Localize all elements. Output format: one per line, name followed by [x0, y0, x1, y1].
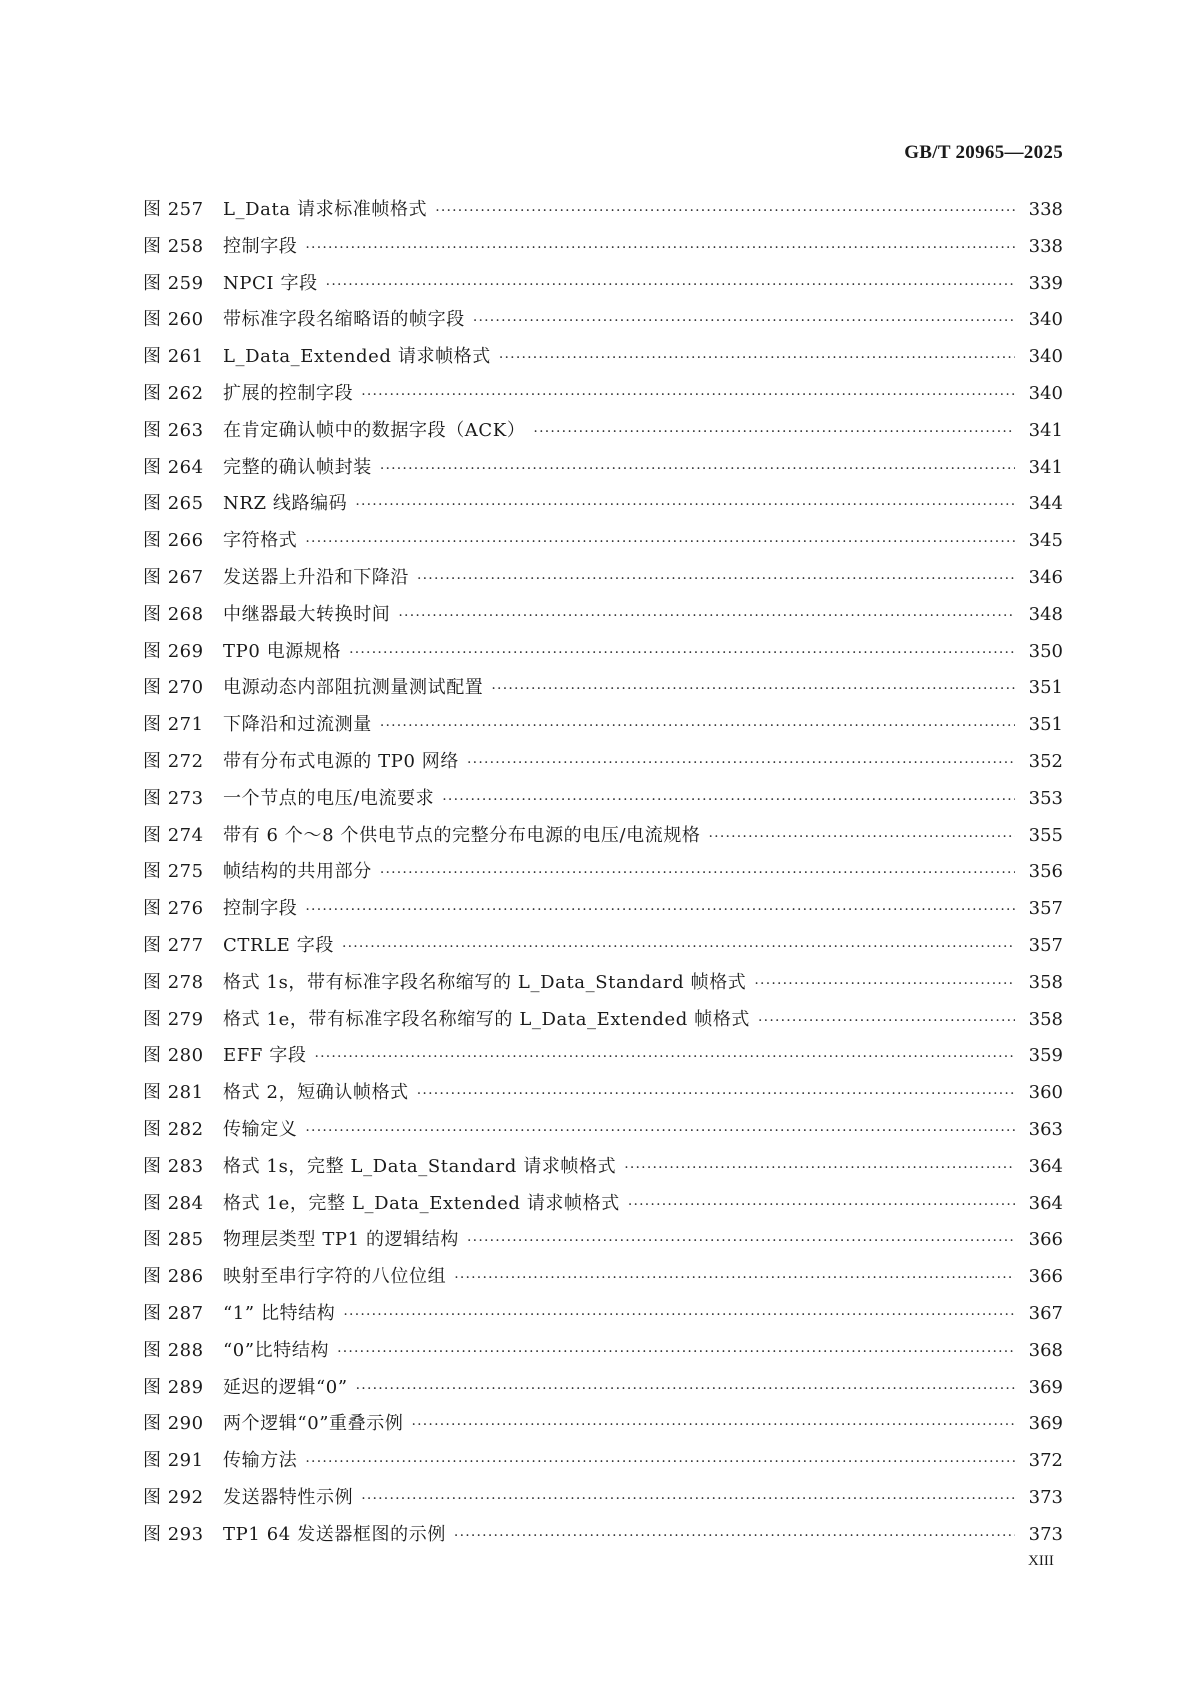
dot-leader [467, 1223, 1015, 1260]
figure-title: 带有分布式电源的 TP0 网络 [223, 750, 460, 772]
figure-number: 图 276 [143, 898, 204, 920]
dot-leader [442, 782, 1015, 819]
dot-leader [533, 414, 1015, 451]
dot-leader [305, 1444, 1015, 1481]
figure-title: TP1 64 发送器框图的示例 [223, 1523, 446, 1545]
toc-entry[interactable] [143, 1406, 1063, 1443]
figure-number: 图 265 [143, 493, 204, 515]
figure-title: 控制字段 [223, 898, 298, 920]
dot-leader [417, 1076, 1015, 1113]
page-reference: 372 [1028, 1450, 1063, 1472]
figure-title: “1” 比特结构 [223, 1302, 336, 1324]
figure-title: 带有 6 个～8 个供电节点的完整分布电源的电压/电流规格 [223, 824, 701, 846]
toc-entry[interactable] [143, 560, 1063, 597]
dot-leader [305, 230, 1015, 267]
page-reference: 345 [1028, 530, 1063, 552]
figure-title: 格式 2，短确认帧格式 [223, 1082, 409, 1104]
toc-entry[interactable] [143, 1112, 1063, 1149]
toc-entry[interactable] [143, 707, 1063, 744]
figure-number: 图 271 [143, 714, 204, 736]
page-reference: 341 [1028, 419, 1063, 441]
figure-number: 图 268 [143, 603, 204, 625]
page-reference: 351 [1028, 714, 1063, 736]
toc-entry[interactable] [143, 523, 1063, 560]
toc-entry[interactable] [143, 1517, 1063, 1554]
figure-title: 两个逻辑“0”重叠示例 [223, 1413, 404, 1435]
figure-title: TP0 电源规格 [223, 640, 342, 662]
dot-leader [349, 635, 1015, 672]
figure-title: L_Data_Extended 请求帧格式 [223, 346, 491, 368]
page-reference: 357 [1028, 898, 1063, 920]
page-reference: 360 [1028, 1082, 1063, 1104]
figure-number: 图 260 [143, 309, 204, 331]
figure-title: 扩展的控制字段 [223, 382, 354, 404]
toc-entry[interactable] [143, 1296, 1063, 1333]
dot-leader [754, 966, 1015, 1003]
toc-entry[interactable] [143, 450, 1063, 487]
toc-entry[interactable] [143, 597, 1063, 634]
toc-entry[interactable] [143, 781, 1063, 818]
figure-number: 图 267 [143, 566, 204, 588]
figure-number: 图 262 [143, 382, 204, 404]
figure-title: 带标准字段名缩略语的帧字段 [223, 309, 465, 331]
figure-title: 映射至串行字符的八位位组 [223, 1266, 447, 1288]
page-reference: 351 [1028, 677, 1063, 699]
dot-leader [398, 598, 1015, 635]
figure-title: 下降沿和过流测量 [223, 714, 372, 736]
figure-number: 图 285 [143, 1229, 204, 1251]
dot-leader [314, 1039, 1015, 1076]
page-reference: 369 [1028, 1413, 1063, 1435]
figure-number: 图 259 [143, 272, 204, 294]
figure-number: 图 264 [143, 456, 204, 478]
figure-number: 图 293 [143, 1523, 204, 1545]
page-reference: 367 [1028, 1302, 1063, 1324]
dot-leader [411, 1407, 1015, 1444]
toc-entry[interactable] [143, 229, 1063, 266]
figure-number: 图 290 [143, 1413, 204, 1435]
figure-number: 图 258 [143, 235, 204, 257]
page-reference: 341 [1028, 456, 1063, 478]
dot-leader [417, 561, 1015, 598]
page-reference: 357 [1028, 934, 1063, 956]
toc-entry[interactable] [143, 1038, 1063, 1075]
toc-entry[interactable] [143, 1259, 1063, 1296]
figure-number: 图 286 [143, 1266, 204, 1288]
page-number: XIII [1028, 1553, 1054, 1569]
figure-number: 图 275 [143, 861, 204, 883]
figure-title: 在肯定确认帧中的数据字段（ACK） [223, 419, 526, 441]
figure-number: 图 282 [143, 1118, 204, 1140]
figure-title: L_Data 请求标准帧格式 [223, 199, 428, 220]
figure-title: NRZ 线路编码 [223, 493, 348, 515]
dot-leader [361, 1481, 1015, 1518]
figure-number: 图 291 [143, 1450, 204, 1472]
figure-number: 图 281 [143, 1082, 204, 1104]
figure-number: 图 279 [143, 1008, 204, 1030]
figure-title: 帧结构的共用部分 [223, 861, 372, 883]
toc-entry[interactable] [143, 266, 1063, 303]
dot-leader [380, 708, 1015, 745]
toc-entry[interactable] [143, 339, 1063, 376]
figure-title: 格式 1s，完整 L_Data_Standard 请求帧格式 [223, 1155, 617, 1177]
dot-leader [624, 1150, 1015, 1187]
page-reference: 366 [1028, 1266, 1063, 1288]
toc-entry[interactable] [143, 891, 1063, 928]
page-reference: 358 [1028, 1008, 1063, 1030]
dot-leader [305, 524, 1015, 561]
figure-number: 图 266 [143, 530, 204, 552]
figure-title: 字符格式 [223, 530, 298, 552]
figure-title: CTRLE 字段 [223, 934, 334, 956]
dot-leader [305, 892, 1015, 929]
toc-entry[interactable] [143, 670, 1063, 707]
figure-title: NPCI 字段 [223, 272, 318, 294]
figure-title: 物理层类型 TP1 的逻辑结构 [223, 1229, 460, 1251]
toc-entry[interactable] [143, 1443, 1063, 1480]
dot-leader [499, 340, 1015, 377]
page-reference: 366 [1028, 1229, 1063, 1251]
page-reference: 346 [1028, 566, 1063, 588]
toc-entry[interactable] [143, 1222, 1063, 1259]
page-reference: 340 [1028, 309, 1063, 331]
page-reference: 350 [1028, 640, 1063, 662]
page-reference: 356 [1028, 861, 1063, 883]
figure-number: 图 292 [143, 1486, 204, 1508]
toc-entry[interactable] [143, 634, 1063, 671]
standard-code: GB/T 20965—2025 [904, 142, 1063, 163]
figure-title: 发送器上升沿和下降沿 [223, 566, 409, 588]
page-reference: 344 [1028, 493, 1063, 515]
figure-number: 图 287 [143, 1302, 204, 1324]
figure-number: 图 280 [143, 1045, 204, 1067]
dot-leader [473, 303, 1015, 340]
figure-number: 图 269 [143, 640, 204, 662]
figure-number: 图 288 [143, 1339, 204, 1361]
page-reference: 364 [1028, 1155, 1063, 1177]
figure-title: EFF 字段 [223, 1045, 307, 1067]
dot-leader [628, 1187, 1015, 1224]
dot-leader [454, 1260, 1015, 1297]
page-reference: 338 [1028, 235, 1063, 257]
dot-leader [380, 451, 1015, 488]
dot-leader [709, 819, 1015, 856]
toc-entry[interactable] [143, 1480, 1063, 1517]
toc-entry[interactable] [143, 1186, 1063, 1223]
page-reference: 355 [1028, 824, 1063, 846]
figure-title: 发送器特性示例 [223, 1486, 354, 1508]
figure-title: 传输定义 [223, 1118, 298, 1140]
toc-entry[interactable] [143, 1002, 1063, 1039]
figure-number: 图 272 [143, 750, 204, 772]
figure-title: 格式 1s，带有标准字段名称缩写的 L_Data_Standard 帧格式 [223, 971, 747, 993]
toc-entry[interactable] [143, 854, 1063, 891]
toc-entry[interactable] [143, 413, 1063, 450]
dot-leader [355, 487, 1015, 524]
page-reference: 358 [1028, 971, 1063, 993]
figure-number: 图 263 [143, 419, 204, 441]
figure-title: 延迟的逻辑“0” [223, 1376, 348, 1398]
toc-entry[interactable] [143, 192, 1063, 229]
figure-number: 图 270 [143, 677, 204, 699]
figure-title: 中继器最大转换时间 [223, 603, 391, 625]
toc-entry[interactable] [143, 1333, 1063, 1370]
figure-title: “0”比特结构 [223, 1339, 330, 1361]
page-reference: 353 [1028, 787, 1063, 809]
toc-entry[interactable] [143, 486, 1063, 523]
figure-title: 一个节点的电压/电流要求 [223, 787, 435, 809]
dot-leader [343, 1297, 1015, 1334]
page-reference: 373 [1028, 1523, 1063, 1545]
figure-title: 格式 1e，带有标准字段名称缩写的 L_Data_Extended 帧格式 [223, 1008, 751, 1030]
page-reference: 359 [1028, 1045, 1063, 1067]
dot-leader [758, 1003, 1015, 1040]
figure-number: 图 273 [143, 787, 204, 809]
page-reference: 363 [1028, 1118, 1063, 1140]
dot-leader [361, 377, 1015, 414]
toc-entry[interactable] [143, 744, 1063, 781]
toc-entry[interactable] [143, 1370, 1063, 1407]
figure-title: 完整的确认帧封装 [223, 456, 372, 478]
page-reference: 368 [1028, 1339, 1063, 1361]
figure-number: 图 261 [143, 346, 204, 368]
figure-list [143, 192, 1063, 1553]
figure-number: 图 289 [143, 1376, 204, 1398]
toc-entry[interactable] [143, 928, 1063, 965]
page-reference: 369 [1028, 1376, 1063, 1398]
dot-leader [467, 745, 1015, 782]
page-reference: 373 [1028, 1486, 1063, 1508]
page-reference: 340 [1028, 346, 1063, 368]
page-reference: 364 [1028, 1192, 1063, 1214]
toc-entry[interactable] [143, 818, 1063, 855]
figure-number: 图 274 [143, 824, 204, 846]
page-reference: 340 [1028, 382, 1063, 404]
figure-number: 图 257 [143, 199, 204, 220]
dot-leader [356, 1371, 1015, 1408]
page-reference: 352 [1028, 750, 1063, 772]
figure-title: 传输方法 [223, 1450, 298, 1472]
dot-leader [491, 671, 1015, 708]
dot-leader [380, 855, 1015, 892]
page-reference: 348 [1028, 603, 1063, 625]
page-reference: 338 [1028, 199, 1063, 220]
dot-leader [435, 193, 1015, 230]
figure-number: 图 277 [143, 934, 204, 956]
toc-entry[interactable] [143, 1075, 1063, 1112]
toc-entry[interactable] [143, 376, 1063, 413]
dot-leader [454, 1518, 1015, 1555]
toc-entry[interactable] [143, 1149, 1063, 1186]
dot-leader [342, 929, 1015, 966]
dot-leader [326, 267, 1015, 304]
figure-number: 图 283 [143, 1155, 204, 1177]
dot-leader [337, 1334, 1015, 1371]
figure-title: 控制字段 [223, 235, 298, 257]
page-reference: 339 [1028, 272, 1063, 294]
toc-entry[interactable] [143, 302, 1063, 339]
dot-leader [305, 1113, 1015, 1150]
figure-title: 电源动态内部阻抗测量测试配置 [223, 677, 484, 699]
toc-entry[interactable] [143, 965, 1063, 1002]
figure-title: 格式 1e，完整 L_Data_Extended 请求帧格式 [223, 1192, 620, 1214]
figure-number: 图 278 [143, 971, 204, 993]
figure-number: 图 284 [143, 1192, 204, 1214]
